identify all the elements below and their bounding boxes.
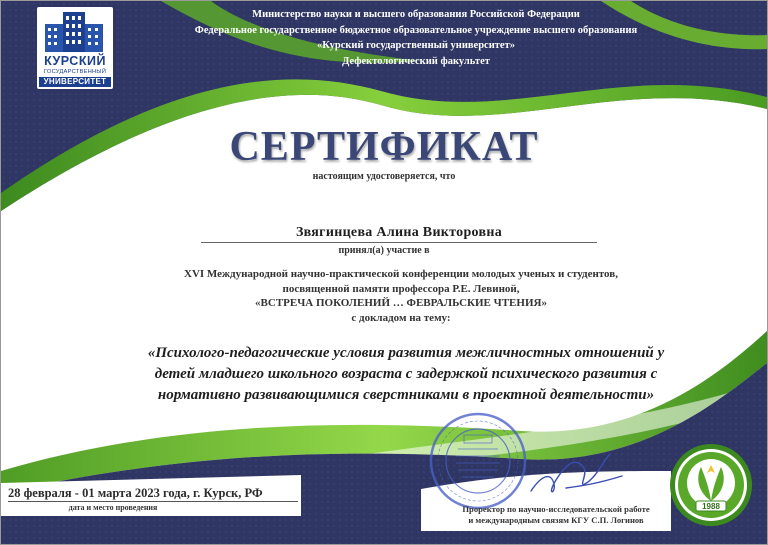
logo-text-kursk: КУРСКИЙ [44,54,106,68]
university-logo [37,7,113,89]
recipient-name-underline [201,242,597,243]
signature-mark [526,446,626,506]
signer-block [431,504,681,526]
conference-line-4: с докладом на тему: [351,311,451,324]
conference-line-3: «ВСТРЕЧА ПОКОЛЕНИЙ … ФЕВРАЛЬСКИЕ ЧТЕНИЯ» [255,297,547,309]
header-block [151,7,681,69]
header-institution-type: Федеральное государственное бюджетное образовательное учреждение высшего образования [194,24,638,36]
faculty-emblem-icon [669,443,753,527]
university-building-icon [43,10,105,54]
date-caption: дата и место проведения [68,503,158,512]
participated-text: принял(а) участие в [338,245,430,256]
report-topic [101,343,711,406]
header-ministry: Министерство науки и высшего образования Российской Федерации [252,9,580,20]
conference-line-1: XVI Международной научно-практической конференции молодых ученых и студентов, [184,268,618,280]
topic-line-1: «Психолого-педагогические условия развития межличностных отношений у [147,345,665,361]
recipient-name: Звягинцева Алина Викторовна [295,225,503,240]
certifies-text: настоящим удостоверяется, что [312,171,456,182]
event-date-place: 28 февраля - 01 марта 2023 года, г. Курск, РФ [8,486,263,500]
date-underline [8,501,298,502]
topic-line-2: детей младшего школьного возраста с задержкой психического развития с [154,366,658,382]
topic-line-3: нормативно развивающимися сверстниками в проектной деятельности» [157,387,655,403]
signer-position: Проректор по научно-исследовательской работе [462,504,650,514]
logo-text-university: УНИВЕРСИТЕТ [39,77,111,87]
header-university: «Курский государственный университет» [317,40,515,51]
conference-block [101,267,701,325]
official-seal-icon [428,411,528,511]
emblem-year: 1988 [702,502,720,511]
signer-name: и международным связям КГУ С.П. Логинов [468,515,644,525]
certificate-title: СЕРТИФИКАТ [229,124,539,170]
logo-text-state: ГОСУДАРСТВЕННЫЙ [43,69,107,75]
header-faculty: Дефектологический факультет [342,55,490,67]
conference-line-2: посвященной памяти профессора Р.Е. Левиной, [282,282,520,295]
